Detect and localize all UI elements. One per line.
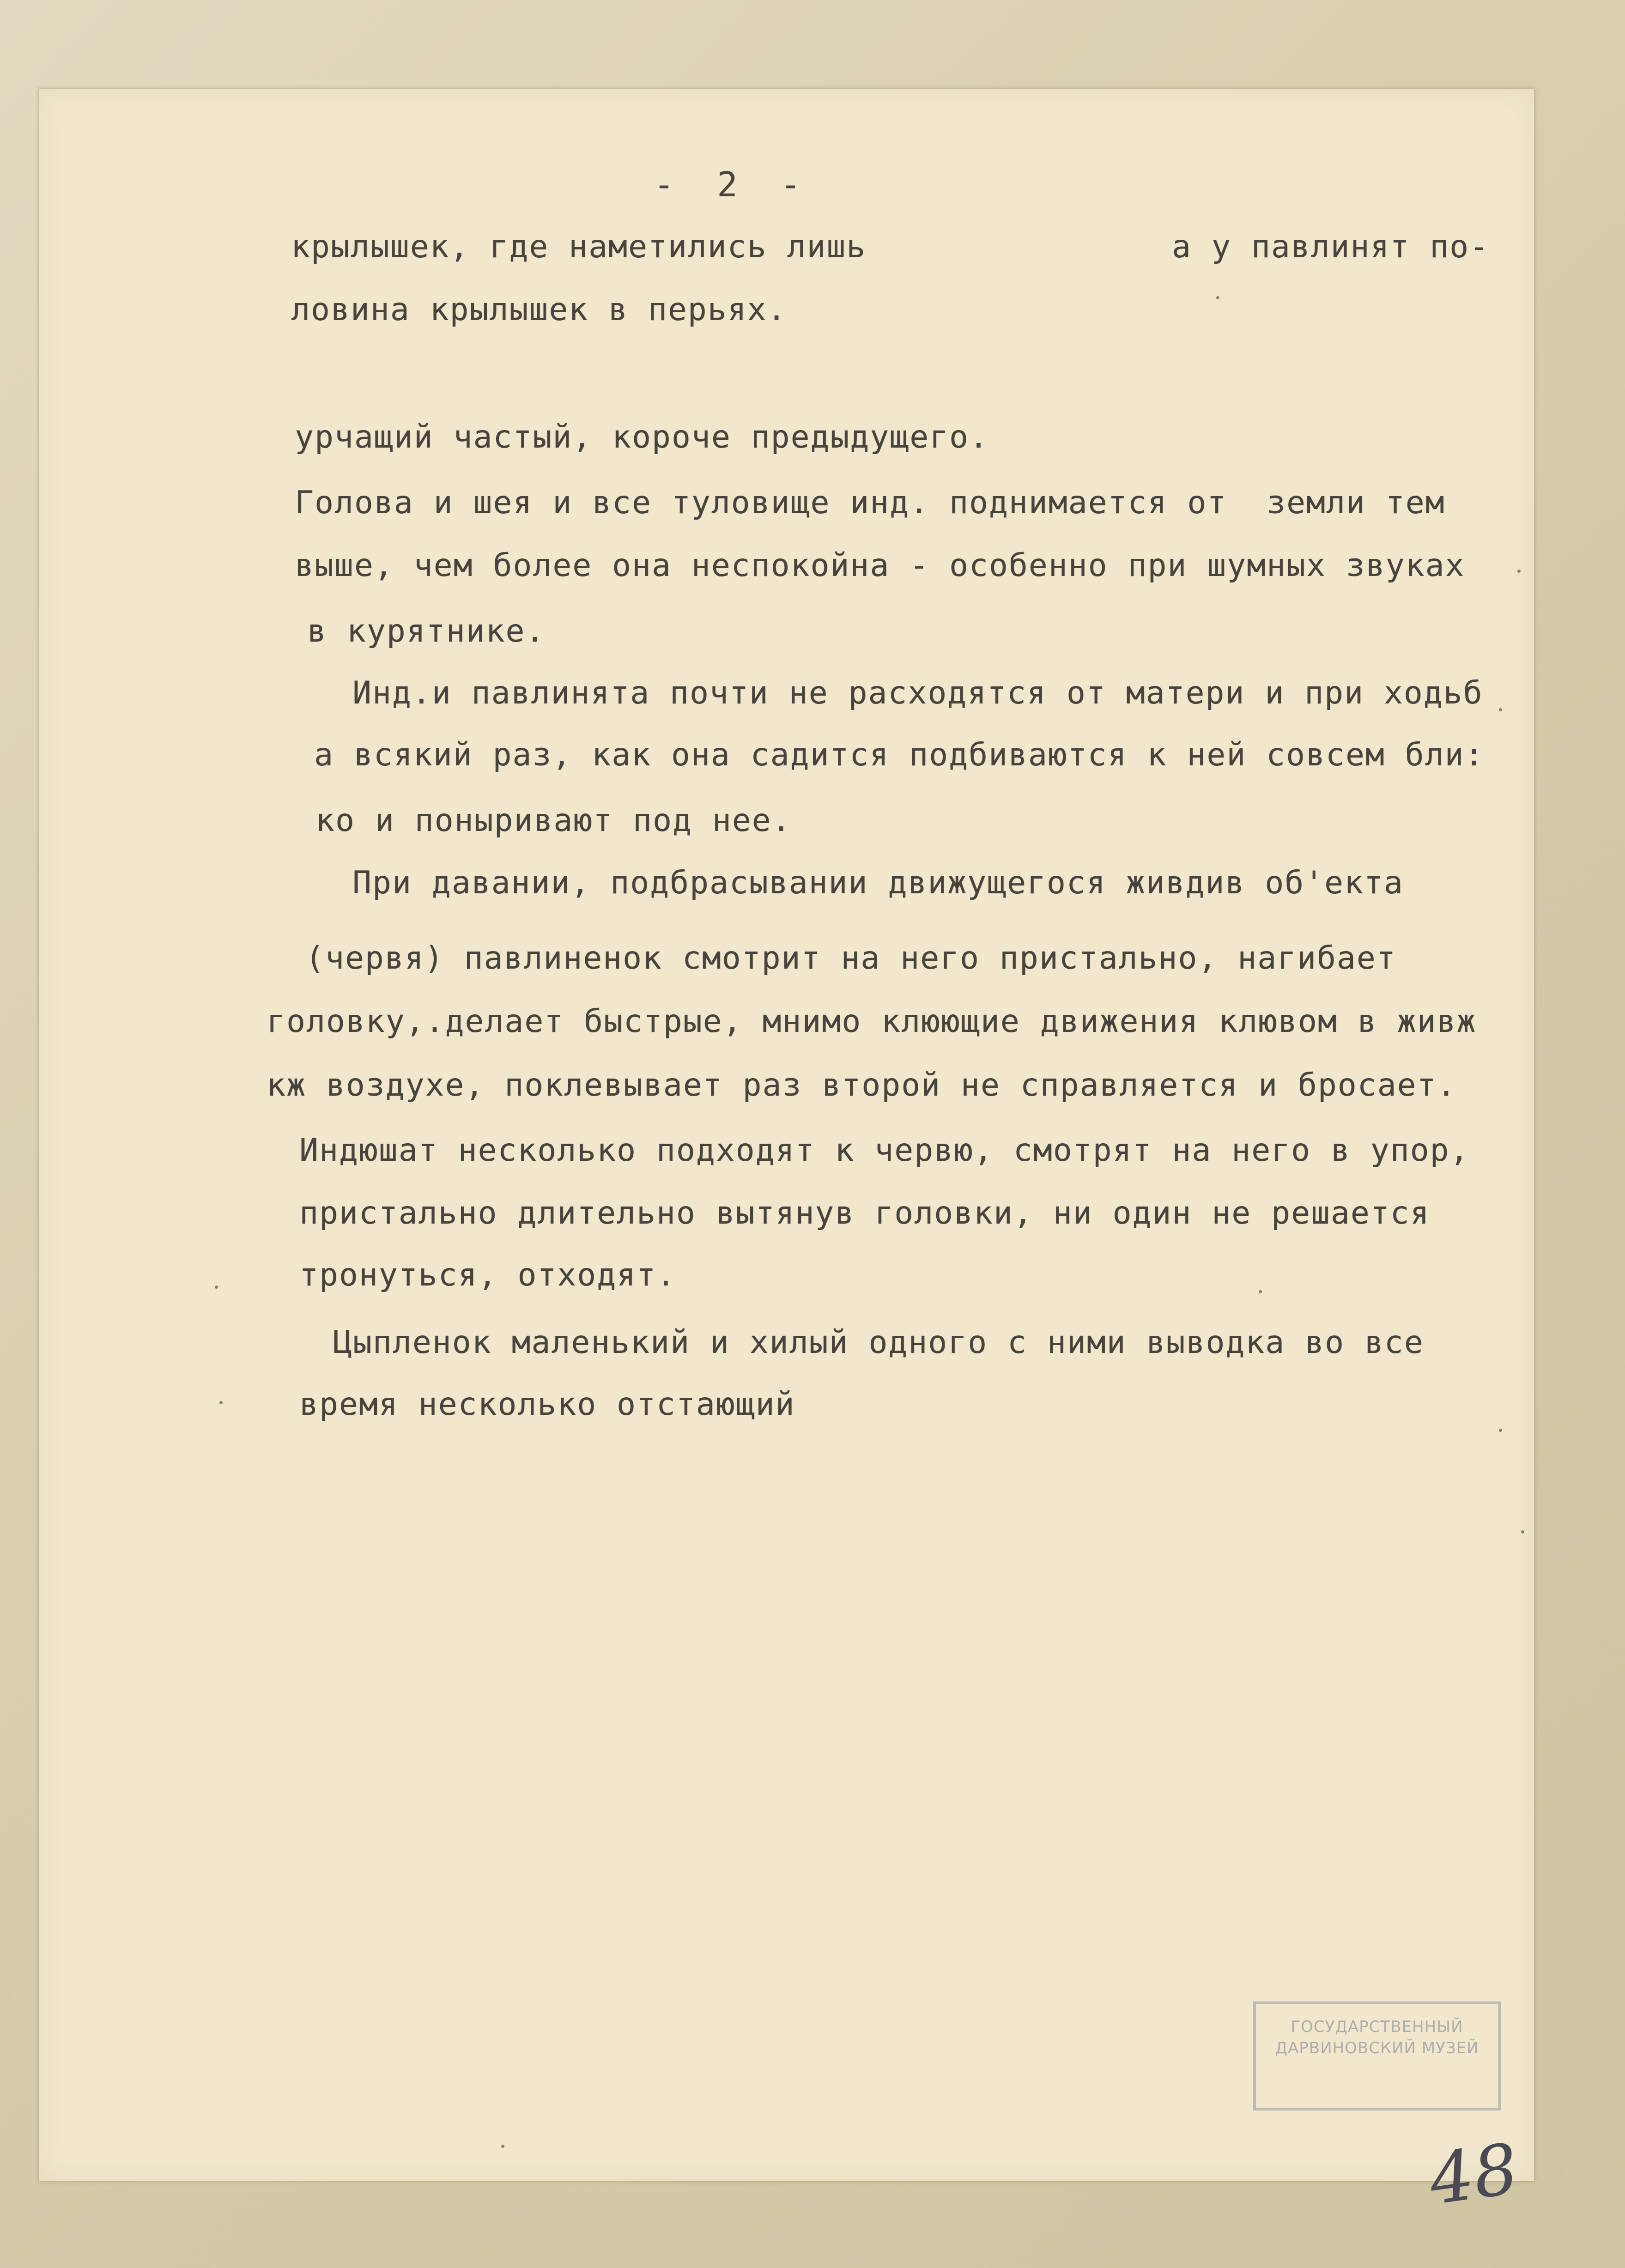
- page-number: - 2 -: [654, 165, 812, 205]
- ink-speck: [501, 2145, 504, 2148]
- ink-speck: [1259, 1290, 1262, 1293]
- text-line: кж воздухе, поклевывает раз второй не справляется и бросает.: [267, 1067, 1457, 1104]
- text-line: головку,.делает быстрые, мнимо клюющие движения клювом в живж: [267, 1003, 1477, 1040]
- text-line: время несколько отстающий: [299, 1386, 795, 1423]
- text-line: Цыпленок маленький и хилый одного с ними выводка во все: [333, 1324, 1424, 1361]
- text-line: Голова и шея и все туловище инд. поднимается от земли тем: [295, 485, 1445, 521]
- ink-speck: [1499, 1429, 1502, 1432]
- text-line: а всякий раз, как она садится подбиваются к ней совсем бли:: [314, 737, 1485, 773]
- text-line: Индюшат несколько подходят к червю, смотрят на него в упор,: [299, 1132, 1470, 1169]
- text-line: урчащий частый, короче предыдущего.: [295, 419, 989, 455]
- folio-number: 48: [1424, 2129, 1523, 2221]
- text-line: тронуться, отходят.: [299, 1257, 676, 1293]
- text-line: Инд.и павлинята почти не расходятся от матери и при ходьб: [352, 675, 1483, 711]
- text-line: ко и поныривают под нее.: [315, 802, 792, 839]
- document-page: [39, 89, 1534, 2221]
- text-line: выше, чем более она неспокойна - особенно при шумных звуках: [295, 547, 1465, 584]
- text-line: крылышек, где наметились лишь: [291, 229, 867, 265]
- text-line: а у павлинят по-: [1172, 229, 1490, 265]
- text-line: При давании, подбрасывании движущегося живдив об'екта: [352, 865, 1404, 901]
- ink-speck: [1517, 570, 1521, 573]
- text-line: ловина крылышек в перьях.: [291, 291, 787, 328]
- archive-stamp: [1253, 2001, 1501, 2110]
- text-line: в курятнике.: [307, 613, 546, 649]
- ink-speck: [215, 1286, 218, 1289]
- stamp-line: ГОСУДАРСТВЕННЫЙ: [1291, 2018, 1463, 2036]
- ink-speck: [1521, 1530, 1524, 1534]
- ink-speck: [1216, 296, 1219, 299]
- text-line: (червя) павлиненок смотрит на него пристально, нагибает: [305, 940, 1396, 976]
- text-line: пристально длительно вытянув головки, ни один не решается: [299, 1195, 1430, 1231]
- ink-speck: [1499, 708, 1502, 711]
- stamp-line: ДАРВИНОВСКИЙ МУЗЕЙ: [1275, 2039, 1479, 2057]
- ink-speck: [219, 1401, 223, 1404]
